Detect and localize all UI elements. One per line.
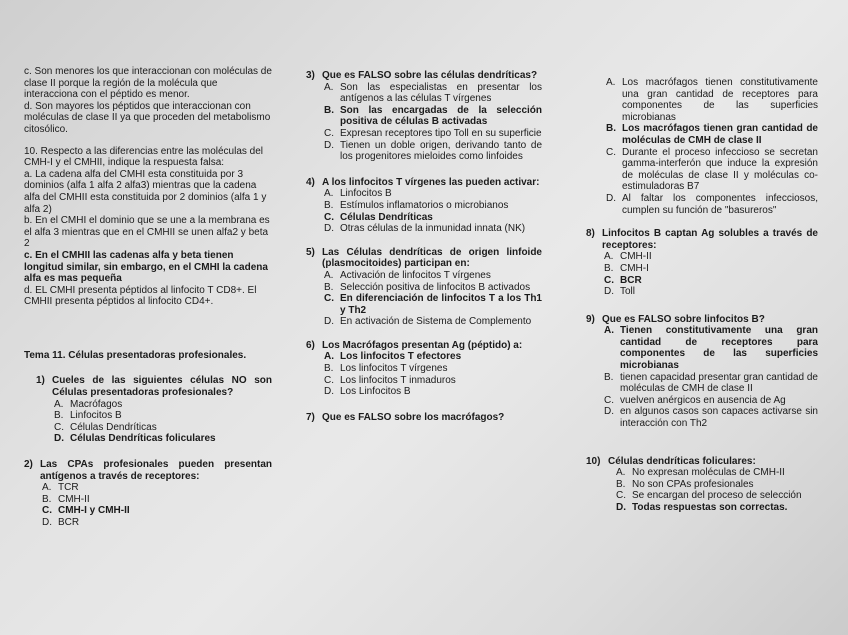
option-b: B. Son las encargadas de la selección positiva de células B activadas — [324, 104, 542, 128]
question-number: 5) — [306, 246, 315, 258]
question-10-stem: 10. Respecto a las diferencias entre las moléculas del CMH-I y el CMHII, indique la respuesta falsa: — [24, 145, 264, 169]
option-a: A. Los macrófagos tienen constitutivamente una gran cantidad de receptores para componentes de las superficies microbianas — [606, 77, 818, 123]
option-d: D. Al faltar los componentes infecciosos, cumplen su función de "basureros" — [606, 192, 818, 216]
option-b: B. CMH-II — [42, 493, 90, 505]
option-d: D. BCR — [42, 517, 80, 528]
option-a: A. Los linfocitos T efectores — [324, 351, 462, 363]
option-d: D. Toll — [604, 286, 636, 298]
option-d: D. Todas respuestas son correctas. — [616, 502, 788, 513]
question-10-option-a: a. La cadena alfa del CMHI esta constituida por 3 dominios (alfa 1 alfa 2 alfa3) mientras que la cadena alfa del CMHII esta constituida por 2 dominios (alfa 1 y alfa 2) — [24, 168, 267, 215]
option-a: A. Macrófagos — [54, 398, 123, 410]
column-right — [586, 77, 818, 514]
question-stem: Las CPAs profesionales pueden presentan antígenos a través de receptores: — [40, 459, 272, 482]
question-number: 7) — [306, 411, 315, 423]
option-d: D. Los Linfocitos B — [324, 386, 411, 398]
question-number: 1) — [36, 375, 45, 387]
question-1 — [36, 375, 272, 445]
question-stem: Los Macrófagos presentan Ag (péptido) a: — [322, 339, 523, 351]
option-a: A. Son las especialistas en presentar los antígenos a las células T vírgenes — [324, 81, 542, 105]
question-8 — [586, 228, 818, 298]
option-b: B. Selección positiva de linfocitos B activados — [324, 281, 531, 293]
question-4 — [306, 177, 542, 235]
fragment-option-d: d. Son mayores los péptidos que interaccionan con moléculas de clase II ya que proceden del metabolismo citosólico. — [24, 100, 271, 135]
option-a: A. TCR — [42, 482, 79, 494]
option-c: C. vuelven anérgicos en ausencia de Ag — [604, 394, 786, 406]
option-c: C. Los linfocitos T inmaduros — [324, 374, 456, 386]
question-stem: Linfocitos B captan Ag solubles a través de receptores: — [602, 228, 818, 251]
section-title: Tema 11. Células presentadoras profesionales. — [24, 349, 247, 361]
option-b: B. Linfocitos B — [54, 410, 122, 422]
question-10-option-c: c. En el CMHII las cadenas alfa y beta tienen longitud similar, sin embargo, en el CMHI la cadena alfa es mas pequeña — [24, 249, 268, 285]
question-stem: Las Células dendríticas de origen linfoide (plasmocitoides) participan en: — [322, 246, 542, 270]
option-a: A. Activación de linfocitos T vírgenes — [324, 269, 491, 281]
question-stem: Células dendríticas foliculares: — [608, 455, 756, 467]
question-7-options — [606, 77, 818, 216]
option-c: C. BCR — [604, 274, 642, 286]
option-c: C. Células Dendríticas — [54, 421, 157, 433]
question-number: 4) — [306, 176, 315, 188]
question-number: 3) — [306, 70, 315, 81]
question-10-option-d: d. EL CMHI presenta péptidos al linfocito T CD8+. El CMHII presenta péptidos al linfocito CD4+. — [24, 284, 257, 308]
option-b: B. tienen capacidad presentar gran cantidad de moléculas de CMH de clase II — [604, 371, 818, 395]
column-middle — [306, 70, 542, 423]
question-5 — [306, 247, 542, 328]
question-6 — [306, 340, 542, 398]
option-c: C. Expresan receptores tipo Toll en su superficie — [324, 127, 542, 139]
option-a: A. Tienen constitutivamente una gran cantidad de receptores para componentes de las superficies microbianas — [604, 325, 818, 372]
option-a: A. CMH-II — [604, 251, 652, 263]
question-number: 10) — [586, 455, 601, 467]
option-a: A. Linfocitos B — [324, 188, 392, 200]
question-stem: Que es FALSO sobre linfocitos B? — [602, 313, 765, 325]
option-d: D. Tienen un doble origen, derivando tanto de los progenitores mieloides como linfoides — [324, 139, 542, 163]
question-2 — [24, 459, 272, 529]
question-number: 9) — [586, 313, 595, 325]
option-c: C. Durante el proceso infeccioso se secretan gamma-interferón que induce la expresión de moléculas de clase II y moléculas co-estimuladoras B7 — [606, 146, 818, 193]
question-10-option-b: b. En el CMHI el dominio que se une a la membrana es el alfa 3 mientras que en el CMHII se unen alfa2 y beta 2 — [24, 215, 270, 250]
option-b: B. CMH-I — [604, 262, 649, 274]
option-d: D. Células Dendríticas foliculares — [54, 433, 216, 445]
option-b: B. No son CPAs profesionales — [616, 478, 754, 490]
option-d: D. Otras células de la inmunidad innata (NK) — [324, 223, 526, 235]
option-a: A. No expresan moléculas de CMH-II — [616, 467, 785, 479]
question-stem: A los linfocitos T vírgenes las pueden activar: — [322, 176, 540, 188]
option-c: C. En diferenciación de linfocitos T a los Th1 y Th2 — [324, 293, 542, 316]
question-10 — [586, 456, 818, 514]
question-stem: Que es FALSO sobre las células dendríticas? — [322, 70, 538, 81]
option-d: D. En activación de Sistema de Complemento — [324, 316, 532, 328]
question-number: 2) — [24, 459, 33, 471]
option-b: B. Estímulos inflamatorios o microbianos — [324, 199, 509, 211]
question-9 — [586, 314, 818, 430]
option-c: C. Se encargan del proceso de selección — [616, 490, 802, 502]
question-stem: Cueles de las siguientes células NO son Células presentadoras profesionales? — [52, 375, 272, 399]
option-c: C. CMH-I y CMH-II — [42, 505, 130, 517]
option-b: B. Los macrófagos tienen gran cantidad de moléculas de CMH de clase II — [606, 123, 818, 146]
question-number: 8) — [586, 228, 595, 240]
fragment-option-c: c. Son menores los que interaccionan con moléculas de clase II porque la región de la molécula que interacciona con el péptido es menor. — [24, 66, 272, 101]
question-3 — [306, 70, 542, 163]
option-c: C. Células Dendríticas — [324, 211, 433, 223]
question-number: 6) — [306, 339, 315, 351]
option-b: B. Los linfocitos T vírgenes — [324, 363, 448, 375]
question-7 — [306, 412, 542, 424]
question-stem: Que es FALSO sobre los macrófagos? — [322, 411, 505, 423]
option-d: D. en algunos casos son capaces activarse sin interacción con Th2 — [604, 406, 818, 430]
column-left — [24, 66, 272, 529]
